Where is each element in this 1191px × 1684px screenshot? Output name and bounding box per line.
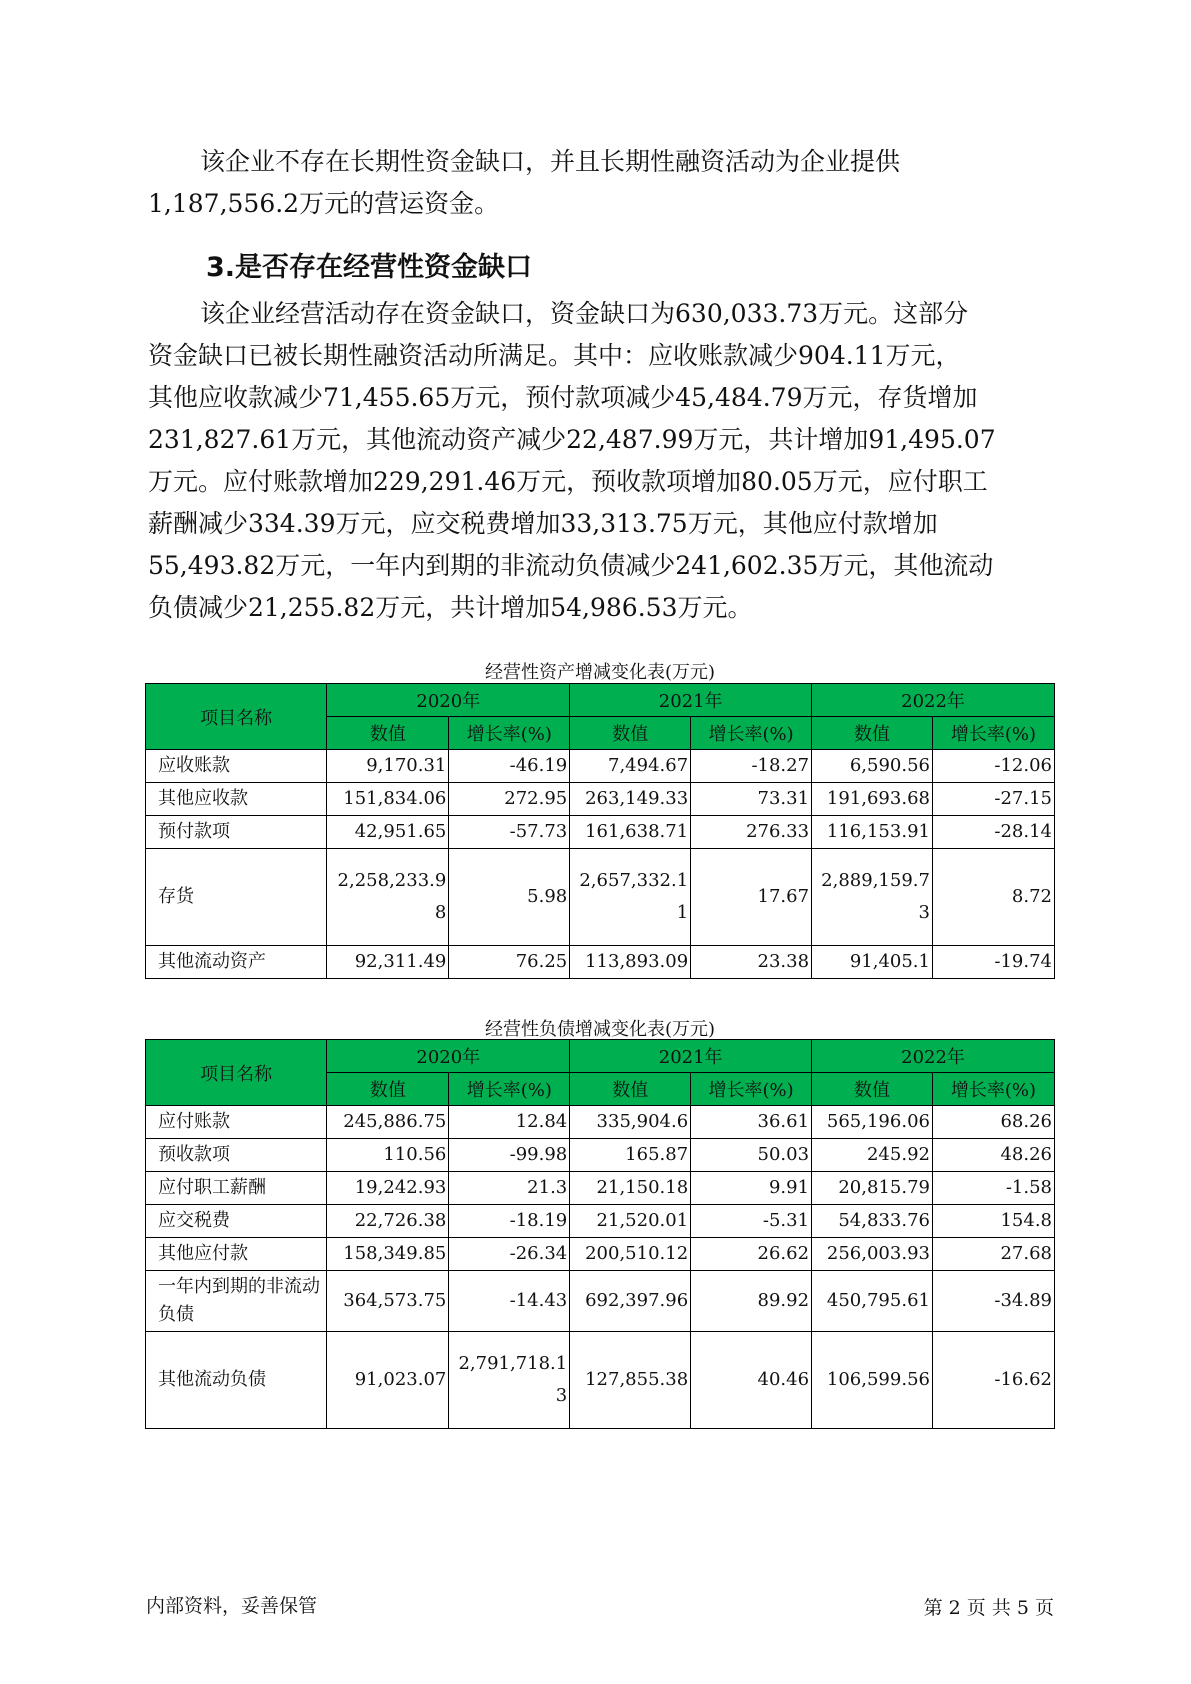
value-header: 数值 [327, 717, 449, 750]
rate-cell: 50.03 [691, 1139, 812, 1172]
value-cell: 2,889,159.73 [812, 849, 933, 946]
value-cell: 91,405.1 [812, 946, 933, 979]
value-cell: 113,893.09 [570, 946, 691, 979]
year-header: 2020年 [327, 684, 570, 717]
rate-cell: -14.43 [449, 1271, 570, 1332]
row-label: 应付账款 [146, 1106, 327, 1139]
value-cell: 165.87 [570, 1139, 691, 1172]
value-cell: 200,510.12 [570, 1238, 691, 1271]
rate-cell: -19.74 [932, 946, 1054, 979]
paragraph-line: 资金缺口已被长期性融资活动所满足。其中：应收账款减少904.11万元， [148, 341, 961, 370]
table-row [146, 1172, 1055, 1205]
rate-cell: 73.31 [691, 783, 812, 816]
value-cell: 2,657,332.11 [570, 849, 691, 946]
paragraph-line: 55,493.82万元，一年内到期的非流动负债减少241,602.35万元，其他流动 [148, 551, 994, 580]
rate-header: 增长率(%) [449, 717, 570, 750]
rate-cell: -18.27 [691, 750, 812, 783]
row-label: 一年内到期的非流动负债 [146, 1271, 327, 1332]
table-row [146, 1271, 1055, 1332]
paragraph-line: 1,187,556.2万元的营运资金。 [148, 189, 500, 218]
rate-header: 增长率(%) [691, 1073, 812, 1106]
value-cell: 116,153.91 [812, 816, 933, 849]
rate-cell: -18.19 [449, 1205, 570, 1238]
rate-cell: -1.58 [932, 1172, 1054, 1205]
value-cell: 245.92 [812, 1139, 933, 1172]
section-heading: 3.是否存在经营性资金缺口 [206, 252, 533, 283]
table-row [146, 1238, 1055, 1271]
table-caption: 经营性负债增减变化表(万元) [484, 1019, 716, 1040]
value-cell: 20,815.79 [812, 1172, 933, 1205]
item-name-header: 项目名称 [146, 1040, 327, 1106]
value-cell: 161,638.71 [570, 816, 691, 849]
value-cell: 127,855.38 [570, 1332, 691, 1429]
row-label: 预付款项 [146, 816, 327, 849]
table-caption: 经营性资产增减变化表(万元) [484, 662, 716, 683]
value-cell: 191,693.68 [812, 783, 933, 816]
rate-cell: 2,791,718.13 [449, 1332, 570, 1429]
rate-cell: 36.61 [691, 1106, 812, 1139]
value-cell: 6,590.56 [812, 750, 933, 783]
rate-cell: -99.98 [449, 1139, 570, 1172]
rate-header: 增长率(%) [932, 717, 1054, 750]
value-cell: 245,886.75 [327, 1106, 449, 1139]
rate-cell: -28.14 [932, 816, 1054, 849]
year-header: 2021年 [570, 684, 812, 717]
value-cell: 21,520.01 [570, 1205, 691, 1238]
page-number: 第 2 页 共 5 页 [923, 1597, 1054, 1619]
value-header: 数值 [812, 717, 933, 750]
value-header: 数值 [570, 717, 691, 750]
rate-header: 增长率(%) [449, 1073, 570, 1106]
rate-cell: 21.3 [449, 1172, 570, 1205]
paragraph-line: 负债减少21,255.82万元，共计增加54,986.53万元。 [148, 593, 753, 622]
value-cell: 106,599.56 [812, 1332, 933, 1429]
item-name-header: 项目名称 [146, 684, 327, 750]
table-row [146, 946, 1055, 979]
value-cell: 450,795.61 [812, 1271, 933, 1332]
row-label: 应收账款 [146, 750, 327, 783]
value-cell: 22,726.38 [327, 1205, 449, 1238]
rate-cell: 23.38 [691, 946, 812, 979]
row-label: 预收款项 [146, 1139, 327, 1172]
row-label: 其他应收款 [146, 783, 327, 816]
value-cell: 151,834.06 [327, 783, 449, 816]
paragraph-line: 薪酬减少334.39万元，应交税费增加33,313.75万元，其他应付款增加 [148, 509, 938, 538]
value-cell: 565,196.06 [812, 1106, 933, 1139]
table-row [146, 1139, 1055, 1172]
value-cell: 7,494.67 [570, 750, 691, 783]
value-header: 数值 [327, 1073, 449, 1106]
rate-cell: -46.19 [449, 750, 570, 783]
rate-cell: 76.25 [449, 946, 570, 979]
value-cell: 2,258,233.98 [327, 849, 449, 946]
row-label: 其他流动资产 [146, 946, 327, 979]
row-label: 应交税费 [146, 1205, 327, 1238]
value-cell: 110.56 [327, 1139, 449, 1172]
rate-cell: 12.84 [449, 1106, 570, 1139]
footer-confidential: 内部资料，妥善保管 [146, 1595, 318, 1617]
rate-cell: 17.67 [691, 849, 812, 946]
table-row [146, 1205, 1055, 1238]
rate-header: 增长率(%) [932, 1073, 1054, 1106]
paragraph-line: 231,827.61万元，其他流动资产减少22,487.99万元，共计增加91,495.07 [148, 425, 996, 454]
table-row [146, 1332, 1055, 1429]
rate-cell: 8.72 [932, 849, 1054, 946]
rate-cell: -57.73 [449, 816, 570, 849]
rate-cell: -12.06 [932, 750, 1054, 783]
year-header: 2021年 [570, 1040, 812, 1073]
value-cell: 21,150.18 [570, 1172, 691, 1205]
year-header: 2022年 [812, 684, 1055, 717]
paragraph-2 [148, 293, 1048, 629]
row-label: 其他应付款 [146, 1238, 327, 1271]
rate-cell: 27.68 [932, 1238, 1054, 1271]
value-cell: 54,833.76 [812, 1205, 933, 1238]
paragraph-line: 万元。应付账款增加229,291.46万元，预收款项增加80.05万元，应付职工 [148, 467, 988, 496]
table-row [146, 816, 1055, 849]
row-label: 应付职工薪酬 [146, 1172, 327, 1205]
table-row [146, 750, 1055, 783]
rate-cell: -5.31 [691, 1205, 812, 1238]
value-cell: 263,149.33 [570, 783, 691, 816]
value-cell: 364,573.75 [327, 1271, 449, 1332]
table-row [146, 783, 1055, 816]
value-header: 数值 [812, 1073, 933, 1106]
value-cell: 335,904.6 [570, 1106, 691, 1139]
value-cell: 158,349.85 [327, 1238, 449, 1271]
value-header: 数值 [570, 1073, 691, 1106]
value-cell: 9,170.31 [327, 750, 449, 783]
value-cell: 91,023.07 [327, 1332, 449, 1429]
rate-cell: -34.89 [932, 1271, 1054, 1332]
rate-cell: 154.8 [932, 1205, 1054, 1238]
row-label: 其他流动负债 [146, 1332, 327, 1429]
row-label: 存货 [146, 849, 327, 946]
table-row [146, 1106, 1055, 1139]
rate-cell: -27.15 [932, 783, 1054, 816]
paragraph-line: 该企业经营活动存在资金缺口，资金缺口为630,033.73万元。这部分 [200, 299, 969, 328]
rate-cell: -26.34 [449, 1238, 570, 1271]
value-cell: 692,397.96 [570, 1271, 691, 1332]
value-cell: 42,951.65 [327, 816, 449, 849]
paragraph-1 [148, 141, 1048, 225]
rate-cell: 48.26 [932, 1139, 1054, 1172]
paragraph-line: 其他应收款减少71,455.65万元，预付款项减少45,484.79万元，存货增加 [148, 383, 978, 412]
rate-cell: 9.91 [691, 1172, 812, 1205]
value-cell: 19,242.93 [327, 1172, 449, 1205]
value-cell: 92,311.49 [327, 946, 449, 979]
rate-cell: 272.95 [449, 783, 570, 816]
liability-change-table [145, 1039, 1055, 1429]
rate-cell: 40.46 [691, 1332, 812, 1429]
year-header: 2020年 [327, 1040, 570, 1073]
rate-cell: 5.98 [449, 849, 570, 946]
rate-header: 增长率(%) [691, 717, 812, 750]
rate-cell: 26.62 [691, 1238, 812, 1271]
value-cell: 256,003.93 [812, 1238, 933, 1271]
paragraph-line: 该企业不存在长期性资金缺口，并且长期性融资活动为企业提供 [200, 147, 901, 176]
rate-cell: 276.33 [691, 816, 812, 849]
table-row [146, 849, 1055, 946]
asset-change-table [145, 683, 1055, 979]
rate-cell: 68.26 [932, 1106, 1054, 1139]
rate-cell: 89.92 [691, 1271, 812, 1332]
year-header: 2022年 [812, 1040, 1055, 1073]
rate-cell: -16.62 [932, 1332, 1054, 1429]
